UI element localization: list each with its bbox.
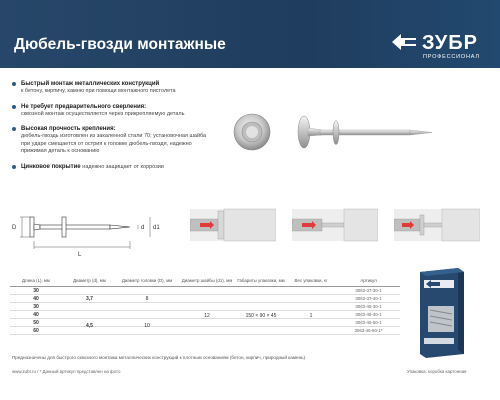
cell-length: 30	[33, 288, 39, 294]
header-banner	[0, 0, 500, 68]
merged-diameter-37: 3,7	[86, 296, 93, 302]
footer-separator: /	[37, 369, 39, 374]
bullet-icon	[12, 165, 16, 169]
merged-washer-12: 12	[204, 313, 210, 319]
feature-head: Не требует предварительного сверления:	[21, 103, 147, 110]
feature-item	[12, 103, 212, 119]
feature-body: к бетону, кирпичу, камню при помощи монтажного пистолета	[21, 88, 176, 94]
table-header	[10, 276, 400, 287]
merged-diameter-45: 4,5	[86, 323, 93, 329]
header-diameter: Диаметр (d), мм	[73, 278, 106, 283]
dim-d-label: d	[141, 225, 145, 231]
brand-logo	[392, 32, 484, 62]
feature-body: дюбель-гвоздь изготовлен из закаленной стали 70; установочная шайба при ударе смещается от острия к головке дюбель-гвоздя, надежно прижимая деталь к основанию	[21, 133, 207, 154]
dim-d1-label: d1	[153, 225, 160, 231]
feature-head: Высокая прочность крепления:	[21, 126, 116, 132]
feature-head: Быстрый монтаж металлических конструкций	[21, 81, 160, 87]
page-title: Дюбель-гвозди монтажные	[14, 36, 226, 53]
footer	[12, 369, 120, 374]
footer-site: www.zubr.ru	[12, 369, 36, 374]
footer-note: * Данный артикул представлен на фото	[39, 369, 121, 374]
merged-head-8: 8	[145, 296, 149, 302]
spec-table	[10, 276, 400, 335]
feature-item	[12, 125, 212, 156]
cell-length: 30	[33, 304, 39, 310]
cell-article: 3063-45-40-1	[355, 312, 382, 317]
brand-name: ЗУБР	[422, 32, 478, 54]
header-length: Длина (L), мм	[22, 278, 50, 283]
feature-list	[12, 80, 212, 178]
bullet-icon	[12, 105, 16, 109]
installation-step-3	[394, 207, 480, 243]
footnote: Предназначены для быстрого сквозного монтажа металлических конструкций к плотным основаниям (бетон, кирпич, природный камень).	[12, 355, 307, 360]
nail-side-icon	[298, 116, 432, 148]
feature-inline-text: надежно защищает от коррозии	[82, 163, 164, 170]
header-washer-diameter: Диаметр шайбы (d1), мм	[181, 278, 233, 283]
table-row	[10, 287, 400, 295]
cell-length: 40	[33, 296, 39, 302]
cell-article: 3063-45-30-1	[355, 304, 382, 309]
merged-package-size: 150 × 90 × 45	[245, 313, 277, 319]
bullet-icon	[12, 82, 16, 86]
header-package-size: Габариты упаковки, мм	[237, 278, 285, 283]
feature-item	[12, 163, 212, 171]
cell-article: 3063-45-50-1	[355, 320, 382, 325]
dim-D-label: D	[12, 225, 17, 231]
dimension-drawing	[10, 205, 180, 260]
nail-head-icon	[234, 114, 270, 150]
brand-subtitle: ПРОФЕССИОНАЛ	[423, 54, 480, 60]
cell-article: 3063-45-60-1*	[354, 328, 383, 333]
bullet-icon	[12, 127, 16, 131]
merged-head-10: 10	[144, 323, 150, 329]
feature-item	[12, 80, 212, 96]
header-article: Артикул	[360, 278, 377, 283]
feature-head-text: Цинковое покрытие	[21, 163, 81, 170]
product-photo	[232, 102, 482, 182]
brand-mark-icon	[392, 32, 420, 52]
packaging-note: Упаковка: коробка картонная	[407, 369, 467, 374]
installation-step-2	[292, 207, 378, 243]
header-head-diameter: Диаметр головки (D), мм	[121, 278, 173, 283]
cell-article: 3063-37-30-1	[355, 288, 382, 293]
cell-length: 60	[33, 328, 39, 334]
merged-weight: 1	[309, 313, 313, 319]
feature-body: сквозной монтаж осуществляется через прикрепляемую деталь	[21, 110, 185, 117]
header-weight: Вес упаковки, кг	[294, 278, 328, 283]
cell-length: 40	[33, 312, 39, 318]
cell-length: 50	[33, 320, 39, 326]
installation-step-1	[190, 207, 276, 243]
cell-article: 3063-37-40-1	[355, 296, 382, 301]
table-row	[10, 303, 400, 311]
feature-head	[21, 163, 212, 171]
dim-L-label: L	[78, 252, 82, 258]
package-box-photo	[410, 266, 470, 358]
